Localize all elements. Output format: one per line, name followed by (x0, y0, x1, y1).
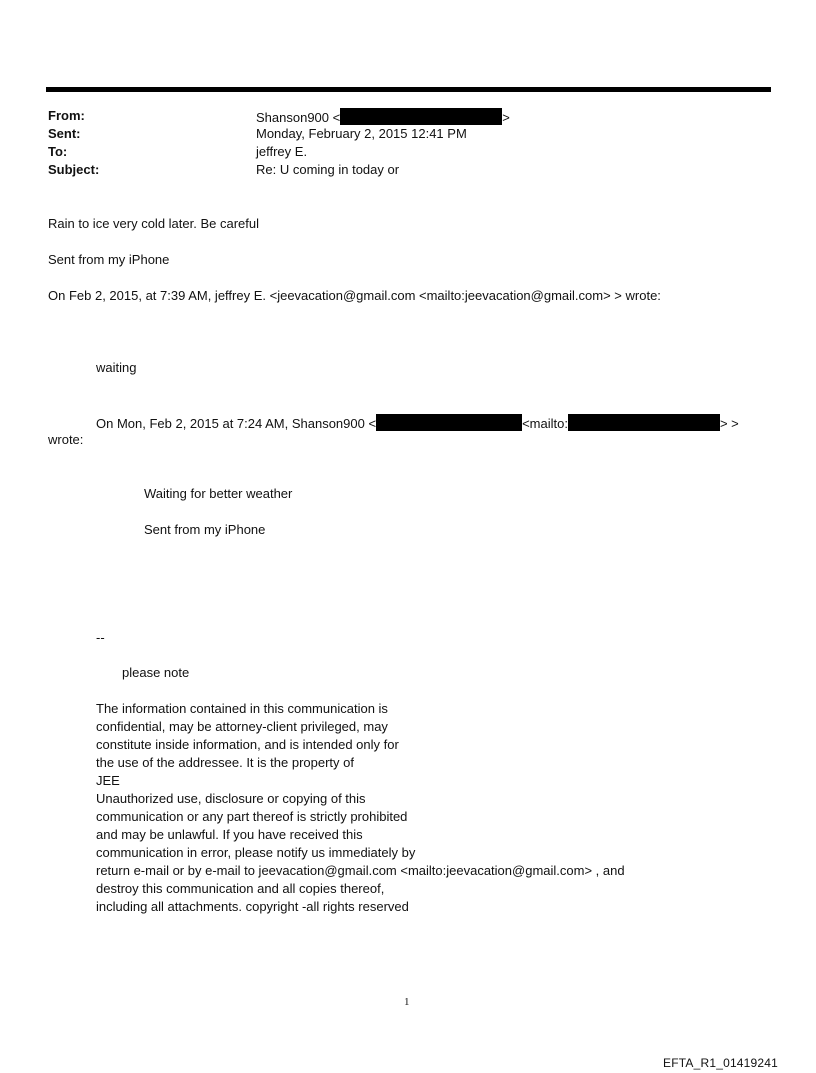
quote-header-2 (96, 414, 739, 432)
header-rule (46, 87, 771, 92)
disclaimer-line: JEE (96, 773, 120, 788)
bates-number: EFTA_R1_01419241 (663, 1056, 779, 1070)
disclaimer-line: return e-mail or by e-mail to jeevacation@gmail.com <mailto:jeevacation@gmail.com> , and (96, 863, 625, 878)
disclaimer-line: constitute inside information, and is intended only for (96, 737, 399, 752)
disclaimer-line: Unauthorized use, disclosure or copying of this (96, 791, 366, 806)
reply-text: waiting (96, 360, 137, 375)
from-label: From: (48, 108, 85, 123)
from-sender-end: > (502, 110, 510, 125)
disclaimer-line: destroy this communication and all copies thereof, (96, 881, 385, 896)
redaction-box (376, 414, 522, 431)
please-note: please note (122, 665, 190, 680)
disclaimer-line: the use of the addressee. It is the property of (96, 755, 354, 770)
quoted-message: Waiting for better weather (144, 486, 293, 501)
signature: Sent from my iPhone (48, 252, 170, 267)
quote-header: On Feb 2, 2015, at 7:39 AM, jeffrey E. <jeevacation@gmail.com <mailto:jeevacation@gmail.com> > wrote: (48, 288, 661, 303)
disclaimer-line: The information contained in this communication is (96, 701, 388, 716)
quote2-suffix: > > (719, 416, 739, 431)
disclaimer-line: including all attachments. copyright -all rights reserved (96, 899, 409, 914)
redaction-box (568, 414, 720, 431)
from-sender: Shanson900 < (256, 110, 341, 125)
quoted-signature: Sent from my iPhone (144, 522, 266, 537)
sent-value: Monday, February 2, 2015 12:41 PM (256, 126, 467, 141)
to-value: jeffrey E. (256, 144, 308, 159)
disclaimer-line: and may be unlawful. If you have received this (96, 827, 363, 842)
subject-value: Re: U coming in today or (256, 162, 400, 177)
disclaimer-block (96, 700, 625, 916)
disclaimer-line: communication or any part thereof is strictly prohibited (96, 809, 408, 824)
disclaimer-line: communication in error, please notify us immediately by (96, 845, 416, 860)
subject-label: Subject: (48, 162, 100, 177)
from-value (256, 108, 510, 126)
page-number: 1 (404, 996, 410, 1008)
quote2-mailto: <mailto: (522, 416, 568, 431)
signature-separator: -- (96, 630, 105, 645)
quote-header-2-wrote: wrote: (48, 432, 84, 447)
disclaimer-line: confidential, may be attorney-client privileged, may (96, 719, 388, 734)
redaction-box (340, 108, 502, 125)
message-line: Rain to ice very cold later. Be careful (48, 216, 259, 231)
sent-label: Sent: (48, 126, 81, 141)
to-label: To: (48, 144, 68, 159)
quote2-prefix: On Mon, Feb 2, 2015 at 7:24 AM, Shanson900 < (96, 416, 377, 431)
